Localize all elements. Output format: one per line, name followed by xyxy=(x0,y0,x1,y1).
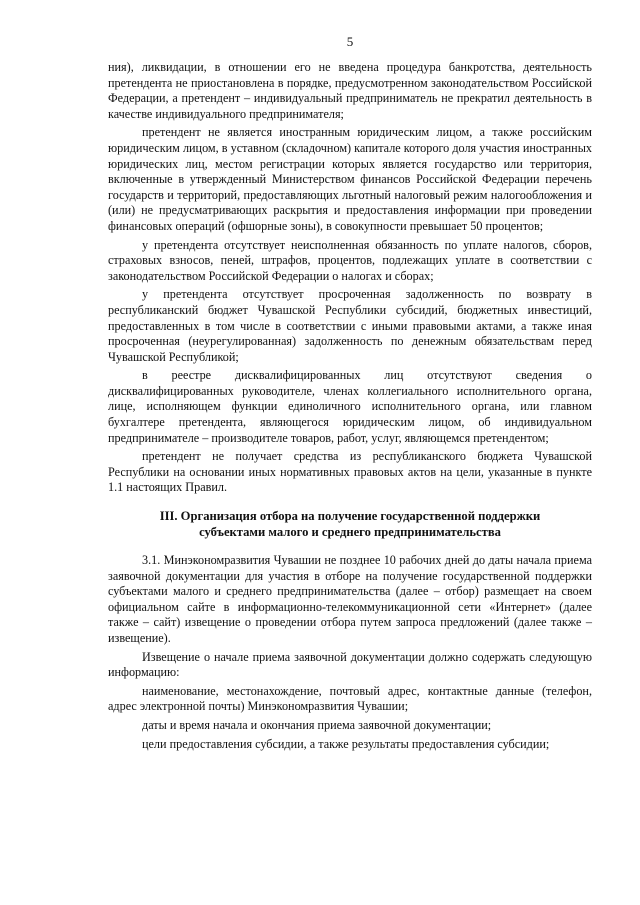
paragraph: цели предоставления субсидии, а также результаты предоставления субсидии; xyxy=(142,736,550,751)
paragraph: ния), ликвидации, в отношении его не введена процедура банкротства, деятельность претендента не приостановлена в порядке, предусмотренном законодательством Российской Федерации, а претендент – индивидуальный предприниматель не прекратил деятельность в качестве индивидуального предпринимателя; xyxy=(108,60,592,121)
paragraph: у претендента отсутствует неисполненная обязанность по уплате налогов, сборов, страховых взносов, пеней, штрафов, процентов, подлежащих уплате в соответствии с законодательством Российской Федерации о налогах и сборах; xyxy=(108,237,592,283)
paragraphs-before-section xyxy=(108,60,592,496)
paragraph: 3.1. Минэкономразвития Чувашии не позднее 10 рабочих дней до даты начала приема заявочной документации для участия в отборе на получение государственной поддержки субъектами малого и среднего предпринимательства (далее – отбор) размещает на своем официальном сайте в информационно-телекоммуникационной сети «Интернет» (далее также – сайт) извещение о проведении отбора путем запроса предложений (далее также – извещение). xyxy=(108,553,592,645)
paragraph: претендент не является иностранным юридическим лицом, а также российским юридическим лицом, в уставном (складочном) капитале которого доля участия иностранных юридических лиц, местом регистрации которых является государство или территория, включенные в утвержденный Министерством финансов Российской Федерации перечень государств и территорий, предоставляющих льготный налоговый режим налогообложения и (или) не предусматривающих раскрытия и предоставления информации при проведении финансовых операций (офшорные зоны), в совокупности превышает 50 процентов; xyxy=(108,125,592,233)
paragraph: в реестре дисквалифицированных лиц отсутствуют сведения о дисквалифицированных руководителе, членах коллегиального исполнительного органа, лице, исполняющем функции единоличного исполнительного органа, или главном бухгалтере претендента, являющегося юридическим лицом, об индивидуальном предпринимателе – производителе товаров, работ, услуг, являющемся претендентом; xyxy=(108,368,592,445)
paragraph: у претендента отсутствует просроченная задолженность по возврату в республиканский бюджет Чувашской Республики субсидий, бюджетных инвестиций, предоставленных в том числе в соответствии с иными правовыми актами, а также иная просроченная (неурегулированная) задолженность по денежным обязательствам перед Чувашской Республикой; xyxy=(108,287,592,364)
paragraph: Извещение о начале приема заявочной документации должно содержать следующую информацию: xyxy=(108,649,592,680)
page-number: 5 xyxy=(346,34,354,49)
paragraph: наименование, местонахождение, почтовый адрес, контактные данные (телефон, адрес электронной почты) Минэкономразвития Чувашии; xyxy=(108,683,592,714)
section-title xyxy=(108,508,592,540)
paragraph: претендент не получает средства из республиканского бюджета Чувашской Республики на основании иных нормативных правовых актов на цели, указанные в пункте 1.1 настоящих Правил. xyxy=(108,449,592,495)
paragraphs-after-section xyxy=(108,553,592,752)
paragraph: даты и время начала и окончания приема заявочной документации; xyxy=(142,717,492,732)
document-page xyxy=(108,34,592,755)
section-title-line: субъектами малого и среднего предпринимательства xyxy=(199,525,501,540)
section-title-line: III. Организация отбора на получение государственной поддержки xyxy=(159,509,541,524)
